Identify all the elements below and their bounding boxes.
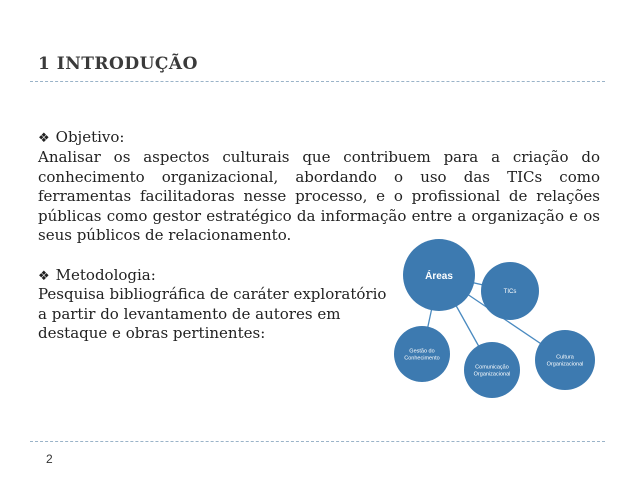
diamond-bullet-icon: ❖: [38, 269, 50, 284]
metodologia-line-2: a partir do levantamento de autores em: [38, 304, 341, 323]
node-gestao-do-conhecimento-label: Conhecimento: [404, 355, 440, 362]
footer-divider: [30, 441, 605, 442]
node-comunicacao-organizacional-label: Organizacional: [473, 371, 511, 378]
metodologia-heading-text: Metodologia:: [55, 266, 156, 284]
metodologia-line-3: destaque e obras pertinentes:: [38, 324, 266, 342]
node-cultura-organizacional-label: Cultura: [556, 354, 574, 361]
objetivo-paragraph: Analisar os aspectos culturais que contribuem para a criação do conhecimento organizacional, abordando o uso das TICs como ferramentas facilitadoras nesse processo, e o profissional de relações públicas como gestor estratégico da informação entre a organização e os seus públicos de relacionamento.: [38, 148, 600, 244]
slide-title: 1 INTRODUÇÃO: [38, 54, 198, 74]
node-areas-label: Áreas: [425, 271, 453, 282]
diagram-nodes: [394, 239, 595, 398]
diamond-bullet-icon: ❖: [38, 131, 50, 146]
metodologia-line-1: Pesquisa bibliográfica de caráter exploratório: [38, 285, 387, 303]
node-gestao-do-conhecimento-label: Gestão do: [409, 348, 435, 355]
node-cultura-organizacional-label: Organizacional: [546, 361, 584, 368]
node-comunicacao-organizacional-label: Comunicação: [475, 364, 509, 371]
node-tics-label: TICs: [503, 289, 517, 296]
objetivo-heading-text: Objetivo:: [55, 128, 125, 146]
page-number: 2: [46, 452, 53, 466]
